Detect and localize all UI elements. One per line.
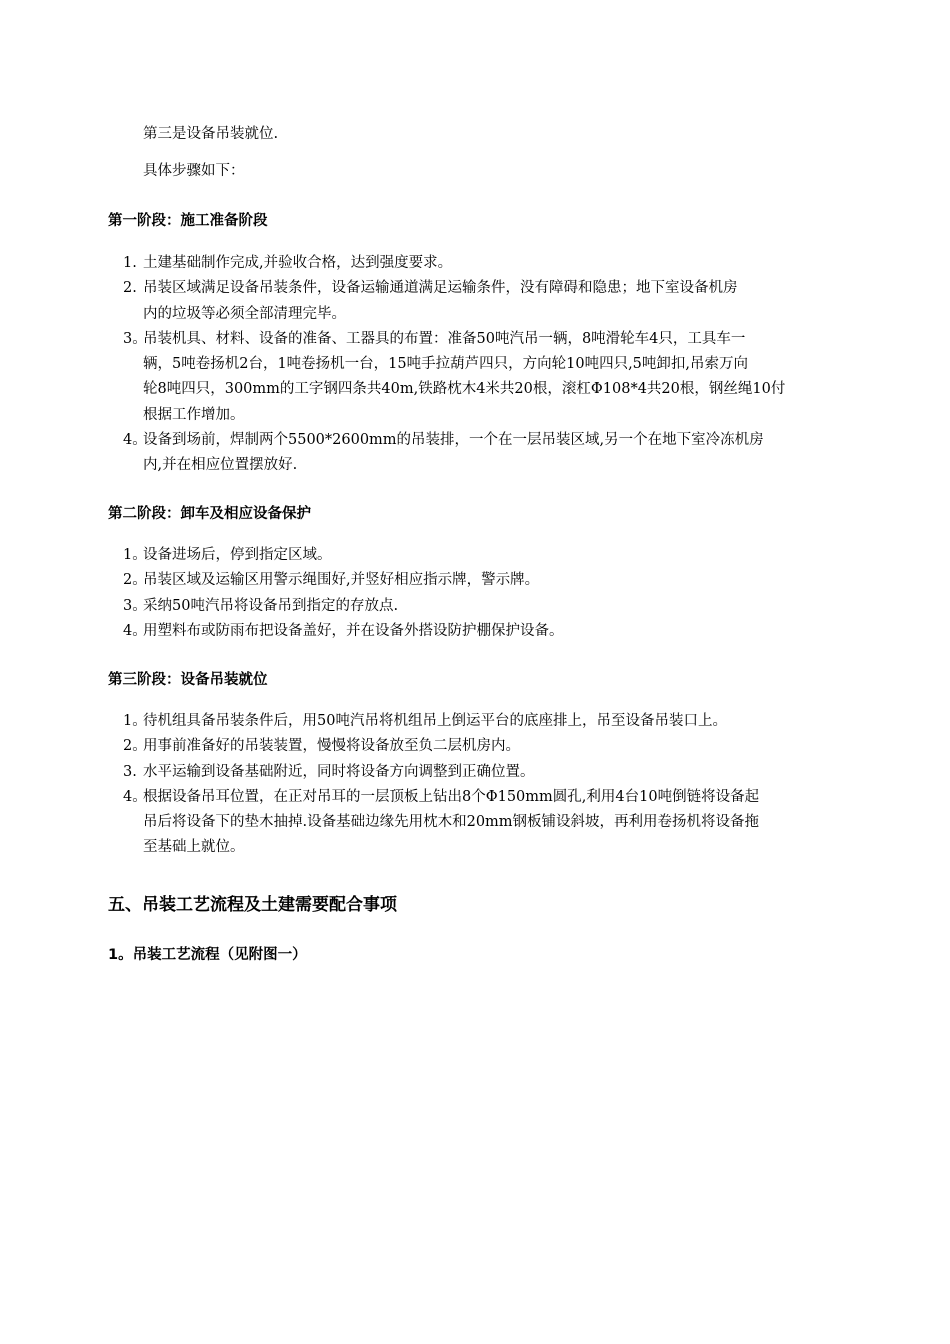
list-item-text [143, 276, 843, 327]
intro-line-2: 具体步骤如下： [143, 163, 245, 179]
list-item-number: 1. [123, 255, 137, 271]
list-item-line: 待机组具备吊装条件后，用50吨汽吊将机组吊上倒运平台的底座排上，吊至设备吊装口上。 [143, 713, 727, 729]
list-item-text [143, 428, 843, 479]
stage3-heading: 第三阶段：设备吊装就位 [108, 672, 268, 688]
list-item-text [143, 543, 843, 568]
stage3-list [0, 709, 843, 861]
list-item-number: 4。 [123, 432, 147, 449]
list-item [0, 594, 843, 619]
section5-subheading: 1。吊装工艺流程（见附图一） [108, 947, 307, 963]
list-item-text [143, 568, 843, 593]
list-item-line: 根据工作增加。 [143, 406, 245, 423]
list-item-line: 吊装区域满足设备吊装条件，设备运输通道满足运输条件，没有障碍和隐患；地下室设备机房 [143, 280, 738, 297]
stage1-heading: 第一阶段：施工准备阶段 [108, 213, 268, 229]
list-item-line: 吊后将设备下的垫木抽掉.设备基础边缘先用枕木和20mm钢板铺设斜坡，再利用卷扬机将设备拖 [143, 814, 760, 831]
list-item-line: 吊装机具、材料、设备的准备、工器具的布置：准备50吨汽吊一辆，8吨滑轮车4只，工具车一 [143, 330, 746, 347]
list-item-line: 水平运输到设备基础附近，同时将设备方向调整到正确位置。 [143, 763, 535, 780]
list-item-line: 辆，5吨卷扬机2台，1吨卷扬机一台，15吨手拉葫芦四只，方向轮10吨四只,5吨卸扣,吊索万向 [143, 356, 749, 373]
list-item-number: 1。 [123, 713, 147, 729]
list-item-text [143, 327, 843, 428]
list-item-line: 土建基础制作完成,并验收合格，达到强度要求。 [143, 255, 453, 271]
list-item-number: 2. [123, 280, 137, 297]
list-item-line: 设备到场前，焊制两个5500*2600mm的吊装排，一个在一层吊装区域,另一个在地下室冷冻机房 [143, 432, 764, 449]
stage1-list [0, 251, 843, 479]
list-item-number: 2。 [123, 738, 147, 755]
list-item-text [143, 734, 843, 759]
list-item-text [143, 760, 843, 785]
list-item [0, 543, 843, 568]
list-item [0, 709, 843, 734]
list-item-line: 根据设备吊耳位置，在正对吊耳的一层顶板上钻出8个Φ150mm圆孔,利用4台10吨倒链将设备起 [143, 788, 760, 805]
list-item-line: 轮8吨四只，300mm的工字钢四条共40m,铁路枕木4米共20根，滚杠Φ108*4共20根，钢丝绳10付 [143, 381, 786, 398]
list-item [0, 428, 843, 479]
list-item-text [143, 785, 843, 861]
list-item [0, 785, 843, 861]
stage2-heading: 第二阶段：卸车及相应设备保护 [108, 506, 311, 522]
list-item [0, 568, 843, 593]
list-item-line: 至基础上就位。 [143, 839, 245, 856]
list-item-line: 内的垃圾等必须全部清理完毕。 [143, 305, 346, 322]
list-item [0, 276, 843, 327]
list-item-number: 1。 [123, 547, 147, 563]
list-item-line: 用塑料布或防雨布把设备盖好，并在设备外搭设防护棚保护设备。 [143, 622, 564, 639]
list-item-number: 4。 [123, 622, 147, 639]
list-item [0, 734, 843, 759]
intro-line-1: 第三是设备吊装就位. [143, 126, 279, 142]
list-item-text [143, 594, 843, 619]
list-item-number: 4。 [123, 788, 147, 805]
stage2-list [0, 543, 843, 644]
list-item-number: 2。 [123, 572, 147, 589]
list-item-number: 3。 [123, 597, 147, 614]
list-item-number: 3。 [123, 330, 147, 347]
list-item-number: 3. [123, 763, 137, 780]
list-item [0, 619, 843, 644]
list-item-line: 吊装区域及运输区用警示绳围好,并竖好相应指示牌，警示牌。 [143, 572, 540, 589]
list-item-text [143, 709, 843, 734]
section5-heading: 五、吊装工艺流程及土建需要配合事项 [108, 895, 397, 915]
list-item-text [143, 619, 843, 644]
list-item-text [143, 251, 843, 276]
list-item [0, 251, 843, 276]
list-item-line: 内,并在相应位置摆放好. [143, 457, 298, 474]
list-item [0, 327, 843, 428]
list-item-line: 设备进场后，停到指定区域。 [143, 547, 332, 563]
list-item [0, 760, 843, 785]
list-item-line: 采纳50吨汽吊将设备吊到指定的存放点. [143, 597, 399, 614]
list-item-line: 用事前准备好的吊装装置，慢慢将设备放至负二层机房内。 [143, 738, 520, 755]
